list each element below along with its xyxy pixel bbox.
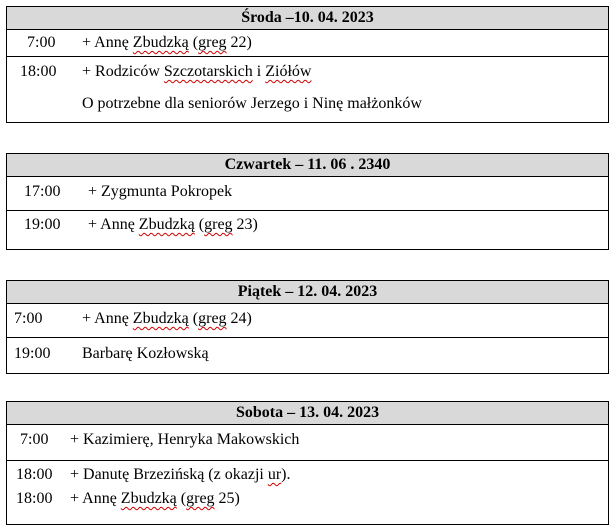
mass-intention [70,487,240,511]
mass-intention [82,306,252,332]
intention-abbrev: ur [267,466,282,483]
mass-time: 18:00 [16,490,53,507]
mass-time: 7:00 [20,431,49,448]
mass-intention [88,212,258,238]
mass-time: 18:00 [16,466,53,483]
mass-intention [82,59,311,85]
mass-row [7,427,608,461]
mass-intention [82,30,252,56]
intention-text: i [252,63,266,80]
mass-intention: + Zygmunta Pokropek [88,183,233,200]
mass-intention [70,463,290,487]
intention-abbrev: greg [204,216,233,233]
intention-text: 24) [226,310,252,327]
mass-intention: + Kazimierę, Henryka Makowskich [70,431,300,448]
intention-abbrev: greg [198,34,227,51]
mass-intention: O potrzebne dla seniorów Jerzego i Ninę małżonków [82,95,422,112]
mass-time: 18:00 [20,63,57,80]
mass-row [7,30,608,57]
mass-line [7,427,608,453]
intention-text: + Annę [70,490,121,507]
day-header: Czwartek – 11. 06 . 2340 [7,154,608,177]
intention-name: Ziółów [265,63,312,80]
mass-line [7,306,608,332]
day-block-saturday [6,401,609,525]
mass-time: 7:00 [27,34,56,51]
mass-time: 19:00 [14,345,51,362]
intention-text: + Annę [82,310,133,327]
day-header: Sobota – 13. 04. 2023 [7,402,608,425]
mass-row [7,59,608,122]
intention-text: + Rodziców [82,63,164,80]
mass-line [7,91,608,117]
intention-text: + Danutę Brzezińską (z okazji [70,466,268,483]
mass-row [7,212,608,249]
intention-text: + Annę [82,34,133,51]
mass-row [7,306,608,338]
intention-text: ( [176,490,187,507]
day-block-friday [6,280,609,374]
intention-text: 25) [214,490,240,507]
mass-line [7,59,608,85]
day-block-wednesday [6,6,609,123]
mass-row [7,341,608,373]
mass-intention: Barbarę Kozłowską [82,345,209,362]
mass-time: 7:00 [14,310,43,327]
intention-text: ( [194,216,205,233]
intention-text: ( [188,34,199,51]
day-header: Środa –10. 04. 2023 [7,7,608,30]
intention-text: 23) [232,216,258,233]
day-header: Piątek – 12. 04. 2023 [7,281,608,304]
mass-line [7,487,608,511]
intention-text: ). [281,466,291,483]
mass-line [7,179,608,205]
day-block-thursday [6,153,609,250]
mass-time: 17:00 [24,183,61,200]
mass-line [7,212,608,238]
intention-abbrev: greg [198,310,227,327]
intention-name: Szczotarskich [163,63,253,80]
mass-line [7,463,608,487]
intention-text: 22) [226,34,252,51]
mass-time: 19:00 [24,216,61,233]
mass-line [7,341,608,367]
intention-text: ( [188,310,199,327]
intention-abbrev: greg [186,490,215,507]
intention-name: Zbudzką [132,310,189,327]
mass-row [7,463,608,524]
intention-name: Zbudzką [120,490,177,507]
mass-line [7,30,608,56]
intention-name: Zbudzką [138,216,195,233]
mass-row [7,179,608,211]
intention-name: Zbudzką [132,34,189,51]
intention-text: + Annę [88,216,139,233]
